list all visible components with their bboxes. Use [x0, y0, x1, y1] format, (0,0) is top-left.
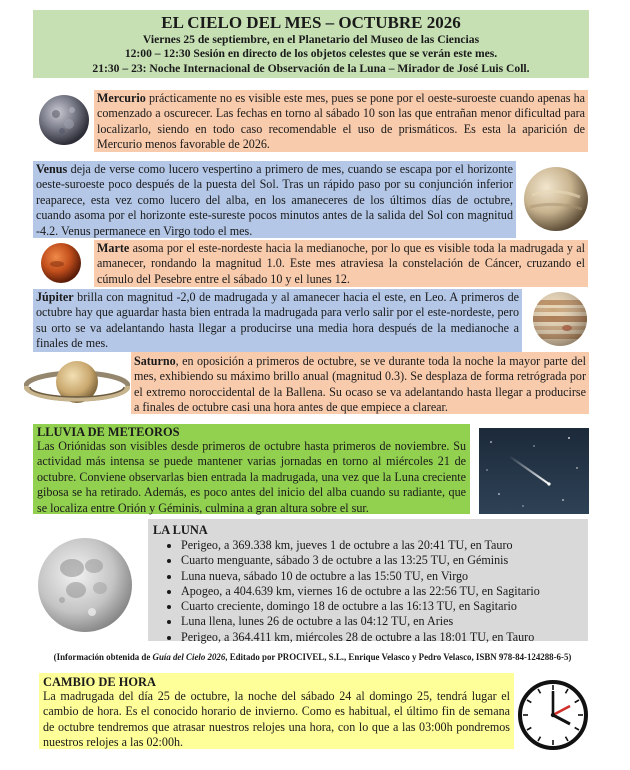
mercury-text: prácticamente no es visible este mes, pues se pone por el oeste-suroeste cuando apenas ha comenzado a oscurecer. Las fechas en torno al sábado 10 son las que entrañan menor dificultad para localizarlo, siendo en todo caso recomendable el uso de prismáticos. Es esta la aparición de Mercurio menos favorable de 2026. [97, 91, 585, 152]
saturn-name: Saturno [134, 354, 176, 368]
meteor-heading: LLUVIA DE METEOROS [37, 425, 180, 439]
mars-paragraph [97, 241, 585, 287]
meteor-section [33, 424, 470, 514]
list-item: • Cuarto creciente, domingo 18 de octubre a las 16:13 TU, en Sagitario [181, 599, 583, 614]
jupiter-section [33, 289, 522, 352]
clock-icon [516, 678, 590, 752]
meteor-icon [479, 428, 589, 514]
clock-change-section [39, 673, 514, 749]
source-book-title: Guía del Cielo 2026 [152, 652, 226, 662]
moon-phase-list [153, 538, 583, 645]
saturn-paragraph [134, 354, 586, 416]
mars-text: asoma por el este-nordeste hacia la medianoche, por lo que es visible toda la madrugada y al amanecer, rondando la magnitud 1.0. Este mes atraviesa la constelación de Cáncer, cruzando el cúmulo del Pesebre entre el sábado 10 y el lunes 12. [97, 241, 585, 286]
clock-change-heading: CAMBIO DE HORA [43, 675, 156, 689]
clock-change-text: La madrugada del día 25 de octubre, la noche del sábado 24 al domingo 25, tendrá lugar el cambio de hora. Es el conocido horario de invierno. Como es habitual, el último fin de semana de octubre tendremos que atrasar nuestros relojes una hora, con lo que a las 03:00h pondremos nuestros relojes a las 02:00h. [43, 689, 510, 750]
page-title: EL CIELO DEL MES – OCTUBRE 2026 [161, 13, 461, 32]
venus-icon [522, 165, 590, 233]
list-item: • Luna nueva, sábado 10 de octubre a las 15:50 TU, en Virgo [181, 569, 583, 584]
source-prefix: (Información obtenida de [53, 652, 153, 662]
moon-icon [36, 536, 134, 634]
mars-icon [40, 242, 82, 284]
saturn-section [131, 352, 589, 414]
header-line-3: 21:30 – 23: Noche Internacional de Observación de la Luna – Mirador de José Luis Coll. [92, 61, 530, 75]
mercury-paragraph [97, 91, 585, 153]
jupiter-paragraph [36, 290, 519, 352]
venus-name: Venus [36, 162, 68, 176]
venus-paragraph [36, 162, 513, 239]
venus-section [33, 161, 516, 238]
moon-heading: LA LUNA [153, 523, 208, 537]
list-item: • Apogeo, a 404.639 km, viernes 16 de octubre a las 22:56 TU, en Sagitario [181, 584, 583, 599]
mars-section [94, 240, 588, 287]
header-line-2: 12:00 – 12:30 Sesión en directo de los objetos celestes que se verán este mes. [124, 47, 498, 61]
list-item: • Cuarto menguante, sábado 3 de octubre a las 13:25 TU, en Géminis [181, 553, 583, 568]
list-item: • Perigeo, a 364.411 km, miércoles 28 de octubre a las 18:01 TU, en Tauro [181, 630, 583, 645]
jupiter-icon [531, 290, 589, 348]
mercury-section [94, 90, 588, 152]
mercury-name: Mercurio [97, 91, 146, 105]
jupiter-name: Júpiter [36, 290, 74, 304]
saturn-icon [24, 356, 130, 412]
list-item: • Luna llena, lunes 26 de octubre a las 04:12 TU, en Aries [181, 614, 583, 629]
mars-name: Marte [97, 241, 130, 255]
venus-text: deja de verse como lucero vespertino a primero de mes, cuando se escapa por el horizonte oeste-suroeste poco después de la puesta del Sol. Tras un rápido paso por su conjunción inferior reaparece, esta vez como lucero del alba, en los amaneceres de los últimos días de octubre, cuando asoma por el horizonte este-sureste pocos minutos antes de la salida del Sol con magnitud -4.2. Venus permanece en Virgo todo el mes. [36, 162, 513, 238]
list-item: • Perigeo, a 369.338 km, jueves 1 de octubre a las 20:41 TU, en Tauro [181, 538, 583, 553]
header-banner [33, 10, 589, 78]
meteor-text: Las Oriónidas son visibles desde primeros de octubre hasta primeros de noviembre. Su actividad más intensa se puede mantener varias jornadas en torno al miércoles 21 de octubre. Conviene observarlas bien entrada la madrugada, una vez que la Luna creciente gibosa se ha retirado. Además, es poco antes del inicio del alba cuando su radiante, que se localiza entre Orión y Géminis, culmina a gran altura sobre el sur. [37, 439, 466, 515]
header-line-1: Viernes 25 de septiembre, en el Planetario del Museo de las Ciencias [142, 33, 480, 46]
saturn-text: , en oposición a primeros de octubre, se ve durante toda la noche la mayor parte del mes, exhibiendo su máximo brillo anual (magnitud 0.3). Se desplaza de forma retrógrada por el extremo noroccidental de la Ballena. Su ocaso se va adelantando hasta llegar a producirse a finales de octubre casi una hora antes de que empiece a clarear. [134, 354, 586, 415]
moon-section [148, 519, 588, 644]
mercury-icon [38, 94, 90, 146]
jupiter-text: brilla con magnitud -2,0 de madrugada y al amanecer hacia el este, en Leo. A primeros de octubre hay que aguardar hasta bien entrada la madrugada para verlo salir por el este-nordeste, pero su orto se va adelantando hasta llegar a producirse una media hora después de la medianoche a finales de mes. [36, 290, 519, 351]
source-suffix: , Editado por PROCIVEL, S.L., Enrique Velasco y Pedro Velasco, ISBN 978-84-124288-6-5) [225, 652, 572, 662]
source-note [36, 652, 589, 663]
